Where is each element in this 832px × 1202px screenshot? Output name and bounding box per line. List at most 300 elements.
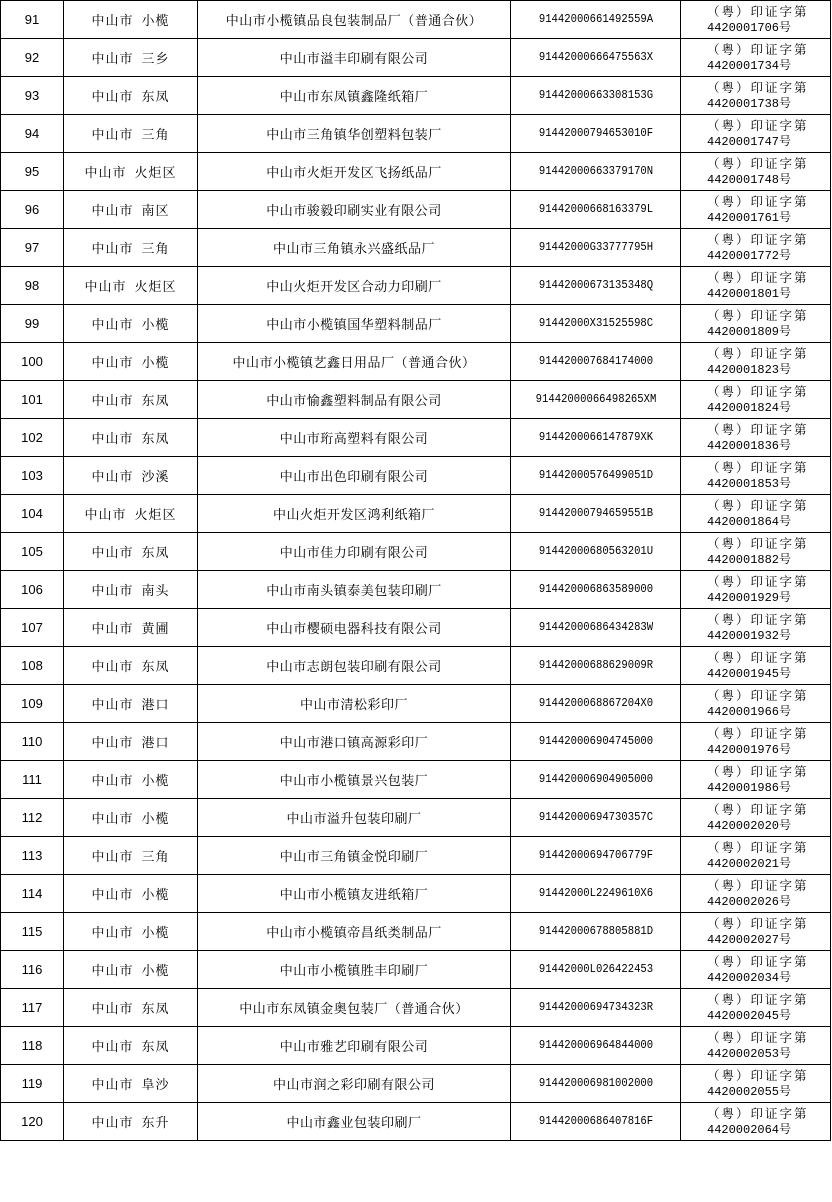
credit-code-cell: 914420006863589000 bbox=[517, 571, 673, 609]
region-cell bbox=[64, 343, 198, 381]
region-cell bbox=[64, 39, 198, 77]
license-cell bbox=[681, 837, 831, 875]
license-cell bbox=[681, 77, 831, 115]
district-label: 小榄 bbox=[141, 812, 170, 827]
city-label: 中山市 bbox=[91, 318, 134, 333]
license-prefix: （粤）印证字第 bbox=[707, 155, 809, 171]
license-prefix: （粤）印证字第 bbox=[707, 915, 809, 931]
license-prefix: （粤）印证字第 bbox=[707, 687, 809, 703]
credit-code-cell: 91442000694706779F bbox=[517, 837, 673, 875]
license-number: 4420002021号 bbox=[707, 856, 792, 871]
license-prefix: （粤）印证字第 bbox=[707, 573, 809, 589]
company-name-cell: 中山市小榄镇国华塑料制品厂 bbox=[198, 305, 511, 343]
company-name-cell: 中山市火炬开发区飞扬纸品厂 bbox=[198, 153, 511, 191]
company-name-cell: 中山市骏毅印刷实业有限公司 bbox=[198, 191, 511, 229]
license-cell bbox=[681, 305, 831, 343]
license-number: 4420002045号 bbox=[707, 1008, 792, 1023]
license-cell bbox=[681, 875, 831, 913]
district-label: 火炬区 bbox=[134, 166, 177, 181]
district-label: 火炬区 bbox=[134, 508, 177, 523]
region-cell bbox=[64, 951, 198, 989]
license-number: 4420001882号 bbox=[707, 552, 792, 567]
company-name-cell: 中山市三角镇华创塑料包装厂 bbox=[198, 115, 511, 153]
license-number: 4420002055号 bbox=[707, 1084, 792, 1099]
seq-cell: 92 bbox=[1, 39, 64, 77]
credit-code-cell: 91442000686407816F bbox=[517, 1103, 673, 1141]
city-label: 中山市 bbox=[91, 1002, 134, 1017]
company-name-cell: 中山市小榄镇品良包装制品厂（普通合伙） bbox=[198, 1, 511, 39]
city-label: 中山市 bbox=[84, 508, 127, 523]
seq-cell: 101 bbox=[1, 381, 64, 419]
region-cell bbox=[64, 1065, 198, 1103]
license-number: 4420001801号 bbox=[707, 286, 792, 301]
table-row bbox=[1, 761, 831, 799]
company-name-cell: 中山火炬开发区合动力印刷厂 bbox=[198, 267, 511, 305]
seq-cell: 111 bbox=[1, 761, 64, 799]
credit-code-cell: 91442000066498265XM bbox=[517, 381, 673, 419]
city-label: 中山市 bbox=[91, 90, 134, 105]
company-name-cell: 中山市溢升包装印刷厂 bbox=[198, 799, 511, 837]
license-cell bbox=[681, 609, 831, 647]
company-name-cell: 中山市珩高塑料有限公司 bbox=[198, 419, 511, 457]
district-label: 东凤 bbox=[141, 1040, 170, 1055]
table-row bbox=[1, 191, 831, 229]
region-cell bbox=[64, 1027, 198, 1065]
seq-cell: 99 bbox=[1, 305, 64, 343]
credit-code-cell: 914420006981002000 bbox=[517, 1065, 673, 1103]
license-prefix: （粤）印证字第 bbox=[707, 459, 809, 475]
table-row bbox=[1, 837, 831, 875]
table-row bbox=[1, 799, 831, 837]
license-prefix: （粤）印证字第 bbox=[707, 193, 809, 209]
seq-cell: 105 bbox=[1, 533, 64, 571]
credit-code-cell: 91442000694734323R bbox=[517, 989, 673, 1027]
license-cell bbox=[681, 419, 831, 457]
district-label: 黄圃 bbox=[141, 622, 170, 637]
license-prefix: （粤）印证字第 bbox=[707, 3, 809, 19]
company-name-cell: 中山市鑫业包装印刷厂 bbox=[198, 1103, 511, 1141]
license-number: 4420001853号 bbox=[707, 476, 792, 491]
district-label: 东凤 bbox=[141, 660, 170, 675]
seq-cell: 94 bbox=[1, 115, 64, 153]
district-label: 火炬区 bbox=[134, 280, 177, 295]
credit-code-cell: 91442000678805881D bbox=[517, 913, 673, 951]
credit-code-cell: 91442000L2249610X6 bbox=[517, 875, 673, 913]
license-cell bbox=[681, 989, 831, 1027]
license-number: 4420002026号 bbox=[707, 894, 792, 909]
city-label: 中山市 bbox=[91, 128, 134, 143]
city-label: 中山市 bbox=[91, 622, 134, 637]
license-prefix: （粤）印证字第 bbox=[707, 953, 809, 969]
seq-cell: 100 bbox=[1, 343, 64, 381]
district-label: 东凤 bbox=[141, 394, 170, 409]
license-cell bbox=[681, 381, 831, 419]
credit-code-cell: 9144200068867204X0 bbox=[517, 685, 673, 723]
license-prefix: （粤）印证字第 bbox=[707, 1029, 809, 1045]
license-cell bbox=[681, 1, 831, 39]
district-label: 阜沙 bbox=[141, 1078, 170, 1093]
credit-code-cell: 914420006964844000 bbox=[517, 1027, 673, 1065]
company-name-cell: 中山市润之彩印刷有限公司 bbox=[198, 1065, 511, 1103]
region-cell bbox=[64, 609, 198, 647]
table-row bbox=[1, 229, 831, 267]
license-prefix: （粤）印证字第 bbox=[707, 269, 809, 285]
company-name-cell: 中山市三角镇金悦印刷厂 bbox=[198, 837, 511, 875]
license-number: 4420001836号 bbox=[707, 438, 792, 453]
license-number: 4420001823号 bbox=[707, 362, 792, 377]
table-row bbox=[1, 457, 831, 495]
license-prefix: （粤）印证字第 bbox=[707, 763, 809, 779]
license-prefix: （粤）印证字第 bbox=[707, 535, 809, 551]
license-prefix: （粤）印证字第 bbox=[707, 41, 809, 57]
district-label: 三角 bbox=[141, 850, 170, 865]
region-cell bbox=[64, 571, 198, 609]
seq-cell: 103 bbox=[1, 457, 64, 495]
seq-cell: 116 bbox=[1, 951, 64, 989]
license-number: 4420001748号 bbox=[707, 172, 792, 187]
seq-cell: 97 bbox=[1, 229, 64, 267]
seq-cell: 117 bbox=[1, 989, 64, 1027]
city-label: 中山市 bbox=[91, 698, 134, 713]
company-name-cell: 中山市港口镇高源彩印厂 bbox=[198, 723, 511, 761]
table-row bbox=[1, 77, 831, 115]
city-label: 中山市 bbox=[91, 964, 134, 979]
city-label: 中山市 bbox=[91, 1116, 134, 1131]
region-cell bbox=[64, 457, 198, 495]
region-cell bbox=[64, 305, 198, 343]
license-cell bbox=[681, 267, 831, 305]
license-cell bbox=[681, 799, 831, 837]
license-prefix: （粤）印证字第 bbox=[707, 231, 809, 247]
credit-code-cell: 914420007684174000 bbox=[517, 343, 673, 381]
district-label: 三乡 bbox=[141, 52, 170, 67]
license-number: 4420002053号 bbox=[707, 1046, 792, 1061]
credit-code-cell: 91442000663379170N bbox=[517, 153, 673, 191]
city-label: 中山市 bbox=[91, 850, 134, 865]
region-cell bbox=[64, 153, 198, 191]
license-prefix: （粤）印证字第 bbox=[707, 383, 809, 399]
region-cell bbox=[64, 381, 198, 419]
company-name-cell: 中山市出色印刷有限公司 bbox=[198, 457, 511, 495]
table-row bbox=[1, 685, 831, 723]
credit-code-cell: 91442000794653010F bbox=[517, 115, 673, 153]
license-prefix: （粤）印证字第 bbox=[707, 345, 809, 361]
license-prefix: （粤）印证字第 bbox=[707, 79, 809, 95]
credit-code-cell: 914420006904905000 bbox=[517, 761, 673, 799]
region-cell bbox=[64, 1103, 198, 1141]
license-prefix: （粤）印证字第 bbox=[707, 611, 809, 627]
license-number: 4420002020号 bbox=[707, 818, 792, 833]
license-prefix: （粤）印证字第 bbox=[707, 725, 809, 741]
table-row bbox=[1, 1103, 831, 1141]
license-cell bbox=[681, 1065, 831, 1103]
region-cell bbox=[64, 685, 198, 723]
region-cell bbox=[64, 761, 198, 799]
table-row bbox=[1, 875, 831, 913]
license-number: 4420002027号 bbox=[707, 932, 792, 947]
credit-code-cell: 914420006904745000 bbox=[517, 723, 673, 761]
table-row bbox=[1, 115, 831, 153]
district-label: 小榄 bbox=[141, 356, 170, 371]
seq-cell: 110 bbox=[1, 723, 64, 761]
city-label: 中山市 bbox=[91, 1040, 134, 1055]
license-cell bbox=[681, 153, 831, 191]
region-cell bbox=[64, 267, 198, 305]
region-cell bbox=[64, 647, 198, 685]
company-name-cell: 中山市三角镇永兴盛纸品厂 bbox=[198, 229, 511, 267]
credit-code-cell: 91442000576499051D bbox=[517, 457, 673, 495]
credit-code-cell: 91442000X31525598C bbox=[517, 305, 673, 343]
region-cell bbox=[64, 495, 198, 533]
license-prefix: （粤）印证字第 bbox=[707, 877, 809, 893]
credit-code-cell: 91442000663308153G bbox=[517, 77, 673, 115]
city-label: 中山市 bbox=[91, 394, 134, 409]
table-row bbox=[1, 533, 831, 571]
credit-code-cell: 91442000680563201U bbox=[517, 533, 673, 571]
credit-code-cell: 91442000668163379L bbox=[517, 191, 673, 229]
seq-cell: 107 bbox=[1, 609, 64, 647]
license-cell bbox=[681, 723, 831, 761]
city-label: 中山市 bbox=[91, 52, 134, 67]
credit-code-cell: 91442000794659551B bbox=[517, 495, 673, 533]
region-cell bbox=[64, 419, 198, 457]
license-number: 4420002034号 bbox=[707, 970, 792, 985]
table-row bbox=[1, 305, 831, 343]
license-cell bbox=[681, 571, 831, 609]
table-row bbox=[1, 951, 831, 989]
region-cell bbox=[64, 799, 198, 837]
license-cell bbox=[681, 761, 831, 799]
table-row bbox=[1, 647, 831, 685]
company-name-cell: 中山市溢丰印刷有限公司 bbox=[198, 39, 511, 77]
credit-code-cell: 91442000694730357C bbox=[517, 799, 673, 837]
license-cell bbox=[681, 39, 831, 77]
license-prefix: （粤）印证字第 bbox=[707, 649, 809, 665]
company-name-cell: 中山市小榄镇友进纸箱厂 bbox=[198, 875, 511, 913]
credit-code-cell: 9144200066147879XK bbox=[517, 419, 673, 457]
region-cell bbox=[64, 837, 198, 875]
table-row bbox=[1, 381, 831, 419]
seq-cell: 115 bbox=[1, 913, 64, 951]
company-name-cell: 中山市樱硕电器科技有限公司 bbox=[198, 609, 511, 647]
region-cell bbox=[64, 115, 198, 153]
table-row bbox=[1, 495, 831, 533]
seq-cell: 102 bbox=[1, 419, 64, 457]
seq-cell: 113 bbox=[1, 837, 64, 875]
table-row bbox=[1, 39, 831, 77]
company-name-cell: 中山火炬开发区鸿利纸箱厂 bbox=[198, 495, 511, 533]
table-row bbox=[1, 1027, 831, 1065]
license-prefix: （粤）印证字第 bbox=[707, 1105, 809, 1121]
seq-cell: 96 bbox=[1, 191, 64, 229]
company-name-cell: 中山市东凤镇鑫隆纸箱厂 bbox=[198, 77, 511, 115]
license-number: 4420001809号 bbox=[707, 324, 792, 339]
credit-code-cell: 91442000661492559A bbox=[517, 1, 673, 39]
district-label: 南头 bbox=[141, 584, 170, 599]
city-label: 中山市 bbox=[91, 584, 134, 599]
city-label: 中山市 bbox=[91, 356, 134, 371]
table-row bbox=[1, 343, 831, 381]
seq-cell: 112 bbox=[1, 799, 64, 837]
company-name-cell: 中山市雅艺印刷有限公司 bbox=[198, 1027, 511, 1065]
seq-cell: 119 bbox=[1, 1065, 64, 1103]
license-number: 4420001772号 bbox=[707, 248, 792, 263]
license-cell bbox=[681, 343, 831, 381]
license-number: 4420001706号 bbox=[707, 20, 792, 35]
region-cell bbox=[64, 913, 198, 951]
seq-cell: 104 bbox=[1, 495, 64, 533]
license-cell bbox=[681, 229, 831, 267]
table-row bbox=[1, 419, 831, 457]
company-name-cell: 中山市愉鑫塑料制品有限公司 bbox=[198, 381, 511, 419]
district-label: 东凤 bbox=[141, 432, 170, 447]
license-prefix: （粤）印证字第 bbox=[707, 117, 809, 133]
city-label: 中山市 bbox=[91, 926, 134, 941]
city-label: 中山市 bbox=[91, 432, 134, 447]
table-row bbox=[1, 1065, 831, 1103]
district-label: 港口 bbox=[141, 698, 170, 713]
city-label: 中山市 bbox=[91, 888, 134, 903]
seq-cell: 98 bbox=[1, 267, 64, 305]
license-number: 4420001986号 bbox=[707, 780, 792, 795]
city-label: 中山市 bbox=[91, 660, 134, 675]
license-prefix: （粤）印证字第 bbox=[707, 497, 809, 513]
credit-code-cell: 91442000L026422453 bbox=[517, 951, 673, 989]
seq-cell: 106 bbox=[1, 571, 64, 609]
city-label: 中山市 bbox=[91, 204, 134, 219]
company-name-cell: 中山市小榄镇帝昌纸类制品厂 bbox=[198, 913, 511, 951]
table-row bbox=[1, 267, 831, 305]
license-prefix: （粤）印证字第 bbox=[707, 1067, 809, 1083]
license-cell bbox=[681, 913, 831, 951]
region-cell bbox=[64, 875, 198, 913]
seq-cell: 95 bbox=[1, 153, 64, 191]
license-prefix: （粤）印证字第 bbox=[707, 421, 809, 437]
seq-cell: 109 bbox=[1, 685, 64, 723]
company-name-cell: 中山市清松彩印厂 bbox=[198, 685, 511, 723]
license-number: 4420002064号 bbox=[707, 1122, 792, 1137]
license-cell bbox=[681, 533, 831, 571]
license-number: 4420001738号 bbox=[707, 96, 792, 111]
license-prefix: （粤）印证字第 bbox=[707, 991, 809, 1007]
district-label: 三角 bbox=[141, 242, 170, 257]
table-row bbox=[1, 989, 831, 1027]
company-name-cell: 中山市佳力印刷有限公司 bbox=[198, 533, 511, 571]
license-cell bbox=[681, 1027, 831, 1065]
license-cell bbox=[681, 951, 831, 989]
license-cell bbox=[681, 191, 831, 229]
district-label: 东凤 bbox=[141, 546, 170, 561]
district-label: 东凤 bbox=[141, 1002, 170, 1017]
table-row bbox=[1, 1, 831, 39]
company-name-cell: 中山市小榄镇景兴包装厂 bbox=[198, 761, 511, 799]
region-cell bbox=[64, 533, 198, 571]
license-cell bbox=[681, 1103, 831, 1141]
city-label: 中山市 bbox=[91, 774, 134, 789]
license-prefix: （粤）印证字第 bbox=[707, 307, 809, 323]
credit-code-cell: 91442000673135348Q bbox=[517, 267, 673, 305]
company-name-cell: 中山市小榄镇艺鑫日用品厂（普通合伙） bbox=[198, 343, 511, 381]
city-label: 中山市 bbox=[91, 470, 134, 485]
district-label: 小榄 bbox=[141, 318, 170, 333]
table-row bbox=[1, 913, 831, 951]
license-prefix: （粤）印证字第 bbox=[707, 801, 809, 817]
license-cell bbox=[681, 457, 831, 495]
city-label: 中山市 bbox=[91, 14, 134, 29]
company-name-cell: 中山市南头镇泰美包装印刷厂 bbox=[198, 571, 511, 609]
region-cell bbox=[64, 1, 198, 39]
region-cell bbox=[64, 723, 198, 761]
credit-code-cell: 91442000686434283W bbox=[517, 609, 673, 647]
license-cell bbox=[681, 685, 831, 723]
city-label: 中山市 bbox=[84, 280, 127, 295]
company-name-cell: 中山市小榄镇胜丰印刷厂 bbox=[198, 951, 511, 989]
license-number: 4420001945号 bbox=[707, 666, 792, 681]
district-label: 南区 bbox=[141, 204, 170, 219]
license-cell bbox=[681, 647, 831, 685]
district-label: 三角 bbox=[141, 128, 170, 143]
region-cell bbox=[64, 191, 198, 229]
city-label: 中山市 bbox=[84, 166, 127, 181]
credit-code-cell: 91442000666475563X bbox=[517, 39, 673, 77]
district-label: 小榄 bbox=[141, 14, 170, 29]
district-label: 小榄 bbox=[141, 964, 170, 979]
seq-cell: 93 bbox=[1, 77, 64, 115]
license-number: 4420001734号 bbox=[707, 58, 792, 73]
district-label: 小榄 bbox=[141, 774, 170, 789]
city-label: 中山市 bbox=[91, 546, 134, 561]
region-cell bbox=[64, 229, 198, 267]
license-cell bbox=[681, 115, 831, 153]
license-number: 4420001976号 bbox=[707, 742, 792, 757]
license-prefix: （粤）印证字第 bbox=[707, 839, 809, 855]
company-name-cell: 中山市东凤镇金奥包装厂（普通合伙） bbox=[198, 989, 511, 1027]
region-cell bbox=[64, 989, 198, 1027]
seq-cell: 108 bbox=[1, 647, 64, 685]
district-label: 小榄 bbox=[141, 926, 170, 941]
city-label: 中山市 bbox=[91, 242, 134, 257]
seq-cell: 118 bbox=[1, 1027, 64, 1065]
license-number: 4420001932号 bbox=[707, 628, 792, 643]
table-body bbox=[1, 1, 831, 1141]
table-row bbox=[1, 609, 831, 647]
seq-cell: 91 bbox=[1, 1, 64, 39]
city-label: 中山市 bbox=[91, 736, 134, 751]
district-label: 港口 bbox=[141, 736, 170, 751]
credit-code-cell: 91442000688629009R bbox=[517, 647, 673, 685]
seq-cell: 120 bbox=[1, 1103, 64, 1141]
region-cell bbox=[64, 77, 198, 115]
license-cell bbox=[681, 495, 831, 533]
seq-cell: 114 bbox=[1, 875, 64, 913]
license-number: 4420001864号 bbox=[707, 514, 792, 529]
district-label: 小榄 bbox=[141, 888, 170, 903]
license-number: 4420001761号 bbox=[707, 210, 792, 225]
license-number: 4420001747号 bbox=[707, 134, 792, 149]
license-number: 4420001929号 bbox=[707, 590, 792, 605]
table-row bbox=[1, 153, 831, 191]
district-label: 沙溪 bbox=[141, 470, 170, 485]
company-name-cell: 中山市志朗包装印刷有限公司 bbox=[198, 647, 511, 685]
license-number: 4420001966号 bbox=[707, 704, 792, 719]
table-row bbox=[1, 571, 831, 609]
district-label: 东升 bbox=[141, 1116, 170, 1131]
license-number: 4420001824号 bbox=[707, 400, 792, 415]
city-label: 中山市 bbox=[91, 812, 134, 827]
district-label: 东凤 bbox=[141, 90, 170, 105]
table-row bbox=[1, 723, 831, 761]
city-label: 中山市 bbox=[91, 1078, 134, 1093]
